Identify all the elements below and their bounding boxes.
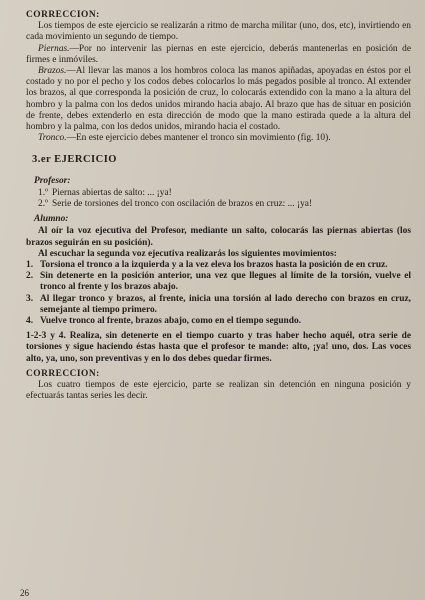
movement-text: Vuelve tronco al frente, brazos abajo, como en el tiempo segundo. xyxy=(40,316,302,327)
step-number: 1.º xyxy=(38,187,48,198)
tronco-text: —En este ejercicio debes mantener el tronco sin movimiento (fig. 10). xyxy=(66,133,331,144)
tronco-paragraph xyxy=(26,133,411,144)
movement-text: Al llegar tronco y brazos, al frente, inicia una torsión al lado derecho con brazos en cruz, semejante al tiempo primero. xyxy=(40,293,411,315)
brazos-lead: Brazos. xyxy=(38,66,67,77)
movement-number: 4. xyxy=(26,316,34,327)
movement-item xyxy=(26,294,411,316)
alumno-paragraph-2: Al escuchar la segunda voz ejecutiva realizarás los siguientes movimientos: xyxy=(38,248,337,259)
alumno-paragraph-1: Al oír la voz ejecutiva del Profesor, mediante un salto, colocarás las piernas abiertas (los brazos seguirán en su posición). xyxy=(26,226,411,248)
piernas-lead: Piernas. xyxy=(38,43,70,54)
step-number: 2.º xyxy=(38,199,48,210)
movement-number: 3. xyxy=(26,293,34,304)
movement-number: 2. xyxy=(26,271,34,282)
tronco-lead: Tronco. xyxy=(38,133,67,144)
movement-text: Torsiona el tronco a la izquierda y a la vez eleva los brazos hasta la posición de en cruz. xyxy=(40,260,388,271)
movement-item xyxy=(26,271,411,293)
alumno-label: Alumno: xyxy=(34,214,69,225)
exercise-title: 3.er EJERCICIO xyxy=(32,154,117,166)
profesor-step xyxy=(38,188,411,199)
final-paragraph: Los cuatro tiempos de este ejercicio, parte se realizan sin detención en ninguna posición y efectuarás tantas series les decir. xyxy=(26,380,411,402)
correction-heading-2: CORRECCION: xyxy=(26,368,100,379)
movement-text: Sin detenerte en la posición anterior, una vez que llegues al límite de la torsión, vuelve el tronco al frente y los brazos abajo. xyxy=(40,271,411,293)
profesor-step xyxy=(38,199,411,210)
brazos-text: —Al llevar las manos a los hombros coloca las manos apiñadas, apoyadas en éstos por el costado y no por el pecho y los codos debes colocarlos lo más pegados posible al tronco. Al extender los brazos, al que corresponda la posición de cruz, lo colocarás extendido con la mano a la altura del hombro y la palma con los dedos unidos mirando hacia abajo. Al brazo que has de situar en posición de frente, debes extenderlo en esta dirección de modo que la mano estirada quede a la altura del hombro y la palma, con los dedos unidos, mirando hacia el costado. xyxy=(26,66,411,133)
movement-number: 1. xyxy=(26,260,34,271)
brazos-paragraph xyxy=(26,66,411,133)
page-number: 26 xyxy=(20,588,29,598)
step-text: Piernas abiertas de salto: ... ¡ya! xyxy=(52,187,172,198)
summary-paragraph: 1-2-3 y 4. Realiza, sin detenerte en el tiempo cuarto y tras haber hecho aquél, otra serie de torsiones y sigue haciendo éstas hasta que el profesor te mande: alto, ¡ya! uno, dos. Las voces alto, ya, uno, son preventivas y en lo dos debes quedar firmes. xyxy=(26,331,411,364)
intro-paragraph: Los tiempos de este ejercicio se realizarán a ritmo de marcha militar (uno, dos, etc), invirtiendo en cada movimiento un segundo de tiempo. xyxy=(26,21,411,43)
profesor-label: Profesor: xyxy=(34,175,71,186)
correction-heading: CORRECCION: xyxy=(26,10,100,20)
movement-item xyxy=(26,316,411,327)
movement-item xyxy=(26,260,411,271)
piernas-paragraph xyxy=(26,44,411,66)
step-text: Serie de torsiones del tronco con oscilación de brazos en cruz: ... ¡ya! xyxy=(52,199,313,210)
piernas-text: —Por no intervenir las piernas en este ejercicio, deberás mantenerlas en posición de firmes e inmóviles. xyxy=(26,43,411,65)
